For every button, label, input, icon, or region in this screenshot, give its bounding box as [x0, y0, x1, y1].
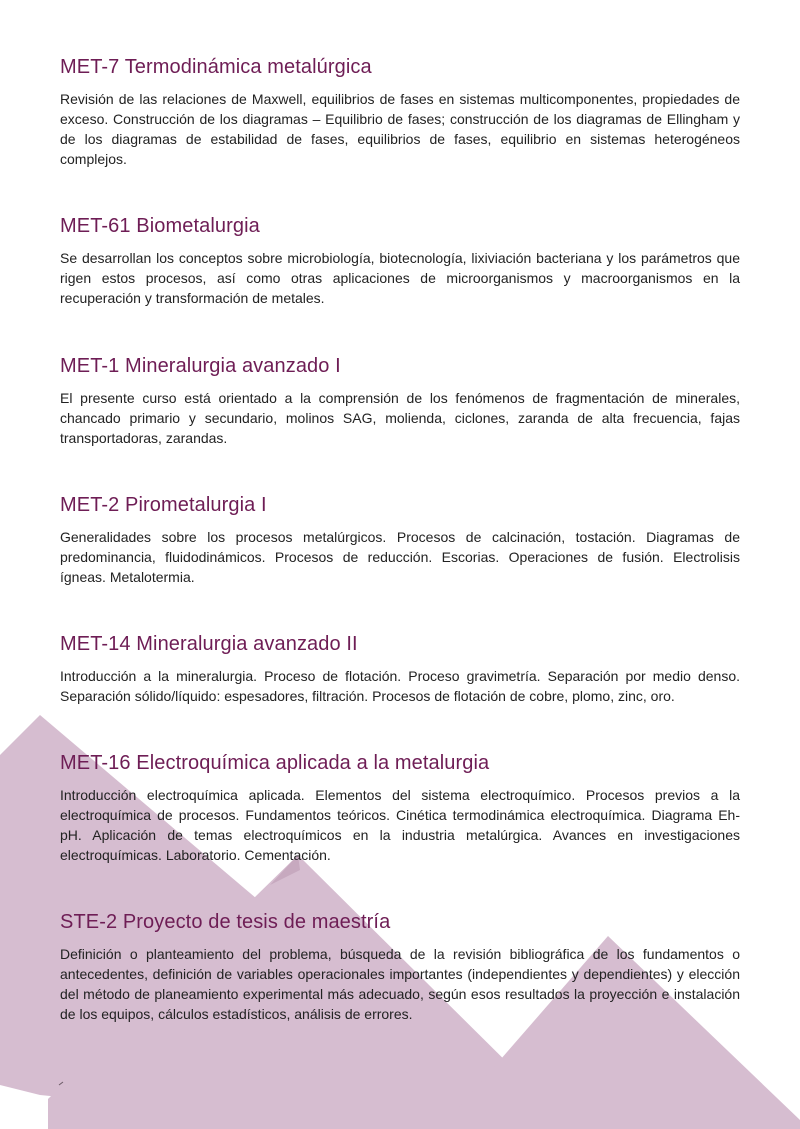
course-description: Se desarrollan los conceptos sobre microbiología, biotecnología, lixiviación bacteriana y los parámetros que rigen estos procesos, así como otras aplicaciones de microorganismos y macroorganismos en la recuperación y transformación de metales. — [60, 250, 740, 306]
course-description: El presente curso está orientado a la comprensión de los fenómenos de fragmentación de minerales, chancado primario y secundario, molinos SAG, molienda, ciclones, zaranda de alta frecuencia, fajas transportadoras, zarandas. — [60, 390, 740, 446]
course-title: STE-2 Proyecto de tesis de maestría — [60, 911, 391, 933]
course-description: Introducción electroquímica aplicada. Elementos del sistema electroquímico. Procesos previos a la electroquímica de procesos. Fundamentos teóricos. Cinética termodinámica electroquímica. Diagrama Eh-pH. Aplicación de temas electroquímicos en la industria metalúrgica. Avances en investigaciones electroquímicas. Laboratorio. Cementación. — [60, 787, 740, 863]
course-description: Introducción a la mineralurgia. Proceso de flotación. Proceso gravimetría. Separación por medio denso. Separación sólido/líquido: espesadores, filtración. Procesos de flotación de cobre, plomo, zinc, oro. — [60, 668, 740, 704]
course-description: Revisión de las relaciones de Maxwell, equilibrios de fases en sistemas multicomponentes, propiedades de exceso. Construcción de los diagramas – Equilibrio de fases; construcción de los diagramas de Ellingham y de los diagramas de estabilidad de fases, equilibrios de fases, equilibrio en sistemas heterogéneos complejos. — [60, 91, 740, 167]
course-section — [60, 910, 740, 1024]
course-title: MET-2 Pirometalurgia I — [60, 494, 267, 516]
course-section — [60, 55, 740, 169]
course-section — [60, 751, 740, 865]
course-title: MET-7 Termodinámica metalúrgica — [60, 56, 372, 78]
course-section — [60, 354, 740, 448]
course-section — [60, 493, 740, 587]
course-description: Generalidades sobre los procesos metalúrgicos. Procesos de calcinación, tostación. Diagramas de predominancia, fluidodinámicos. Procesos de reducción. Escorias. Operaciones de fusión. Electrolisis ígneas. Metalotermia. — [60, 529, 740, 585]
course-description: Definición o planteamiento del problema, búsqueda de la revisión bibliográfica de los fundamentos o antecedentes, definición de variables operacionales importantes (independientes y dependientes) y elección del método de planeamiento experimental más adecuado, según esos resultados la proyección e instalación de los equipos, cálculos estadísticos, análisis de errores. — [60, 946, 740, 1022]
course-title: MET-16 Electroquímica aplicada a la metalurgia — [60, 752, 490, 774]
course-section — [60, 214, 740, 308]
page-mark-glyph — [58, 1080, 64, 1086]
course-title: MET-61 Biometalurgia — [60, 215, 260, 237]
course-title: MET-14 Mineralurgia avanzado II — [60, 633, 358, 655]
course-section — [60, 632, 740, 706]
course-title: MET-1 Mineralurgia avanzado I — [60, 355, 341, 377]
